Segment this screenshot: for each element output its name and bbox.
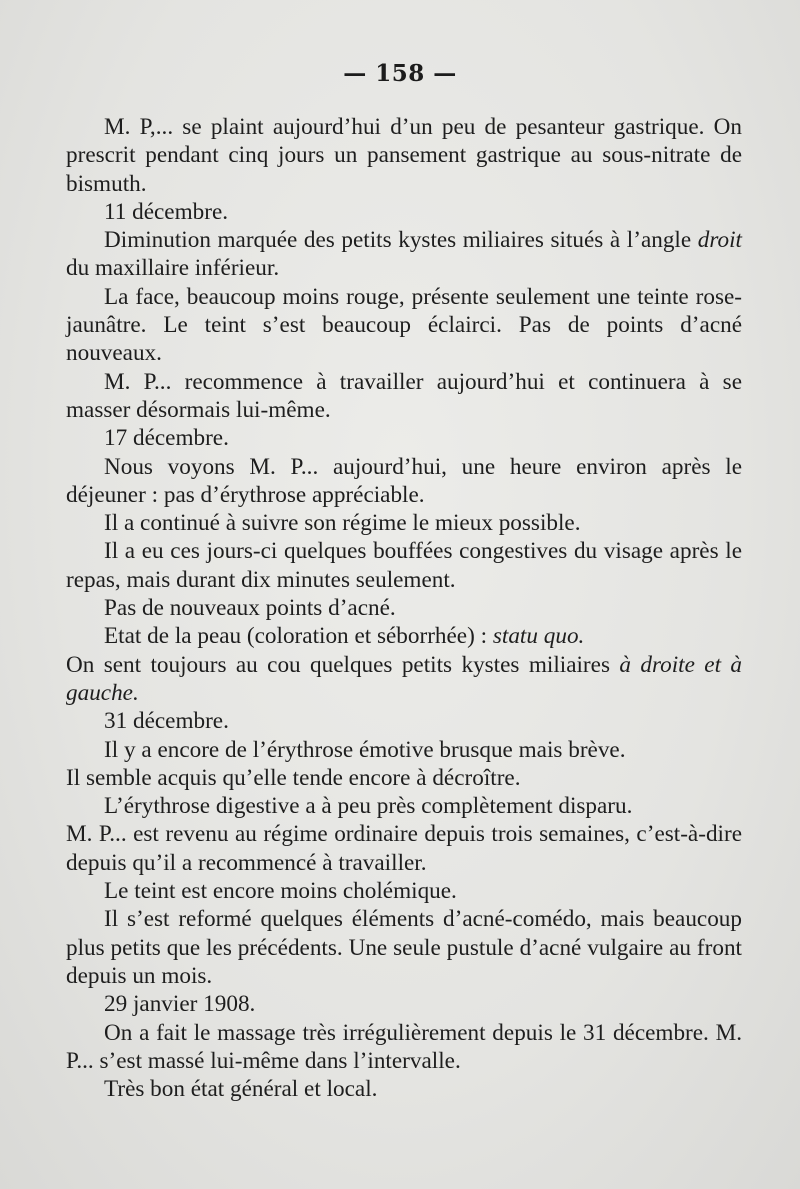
paragraph-bon-etat: Très bon état général et local. (104, 1076, 378, 1103)
paragraph-massage: On a fait le massage très irrégulièrement depuis le 31 décembre. M. P... s’est massé lui-même dans l’intervalle. (66, 1019, 742, 1074)
date-heading-11-december: 11 décembre. (104, 198, 229, 225)
paragraph-face: La face, beaucoup moins rouge, présente seulement une teinte rose-jaunâtre. Le teint s’est beaucoup éclairci. Pas de points d’acné nouveaux. (66, 283, 742, 367)
page-number: — 158 — (343, 60, 457, 87)
paragraph-regime-ordinaire: M. P... est revenu au régime ordinaire depuis trois semaines, c’est-à-dire depuis qu’il a recommencé à travailler. (66, 821, 742, 876)
paragraph-erythrose-emotive: Il y a encore de l’érythrose émotive brusque mais brève. (104, 736, 626, 763)
paragraph-nous-voyons: Nous voyons M. P... aujourd’hui, une heure environ après le déjeuner : pas d’érythrose appréciable. (66, 453, 742, 508)
paragraph-travailler: M. P... recommence à travailler aujourd’hui et continuera à se masser désormais lui-même. (66, 368, 742, 423)
paragraph-decroitre: Il semble acquis qu’elle tende encore à décroître. (66, 764, 521, 791)
date-heading-17-december: 17 décembre. (104, 425, 229, 452)
paragraph-regime: Il a continué à suivre son régime le mieux possible. (104, 510, 581, 537)
paragraph-erythrose-digestive: L’érythrose digestive a à peu près complètement disparu. (104, 793, 633, 820)
date-heading-31-december: 31 décembre. (104, 708, 229, 735)
paragraph-teint: Le teint est encore moins cholémique. (104, 878, 457, 905)
paragraph-prescription: M. P,... se plaint aujourd’hui d’un peu de pesanteur gastrique. On prescrit pendant cinq jours un pansement gastrique au sous-nitrate de bismuth. (66, 114, 742, 197)
body-text (66, 113, 742, 1103)
paragraph-pas-acne: Pas de nouveaux points d’acné. (104, 595, 396, 622)
paragraph-kystes: Diminution marquée des petits kystes miliaires situés à l’angle droit du maxillaire inférieur. (66, 227, 742, 282)
paragraph-bouffees: Il a eu ces jours-ci quelques bouffées congestives du visage après le repas, mais durant dix minutes seulement. (66, 538, 742, 593)
paragraph-acne-comedo: Il s’est reformé quelques éléments d’acné-comédo, mais beaucoup plus petits que les précédents. Une seule pustule d’acné vulgaire au front depuis un mois. (66, 906, 742, 989)
paragraph-etat-peau: Etat de la peau (coloration et séborrhée) : statu quo. (104, 623, 585, 650)
date-heading-29-janvier: 29 janvier 1908. (104, 991, 256, 1018)
paragraph-cou: On sent toujours au cou quelques petits kystes miliaires à droite et à gauche. (66, 651, 743, 706)
